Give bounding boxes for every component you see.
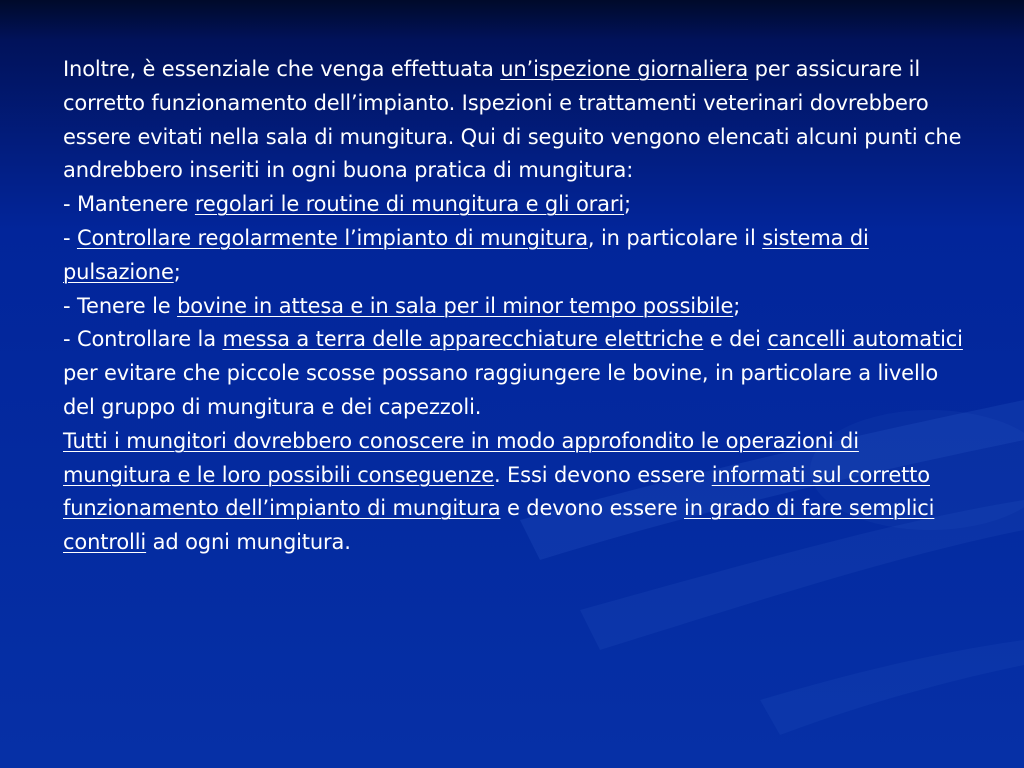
closing-underlined-2: informati sul corretto funzionamento dell’impianto di mungitura bbox=[63, 462, 930, 521]
item1-text-1: - Mantenere bbox=[63, 192, 195, 217]
item3-text-2: ; bbox=[733, 293, 741, 318]
item2-underlined-1: Controllare regolarmente l’impianto di mungitura bbox=[76, 225, 588, 250]
item3-underlined: bovine in attesa e in sala per il minor tempo possibile bbox=[177, 293, 734, 318]
daily-inspection-text: un’ispezione giornaliera bbox=[500, 57, 749, 81]
list-item-routine bbox=[63, 188, 968, 222]
closing-text-2: e devono essere bbox=[500, 496, 685, 521]
intro-text-1: Inoltre, è essenziale che venga effettuata bbox=[63, 57, 501, 81]
closing-underlined-1: Tutti i mungitori dovrebbero conoscere in modo approfondito le operazioni di mungitura e le loro possibili conseguenze bbox=[63, 428, 859, 487]
item2-underlined-2: sistema di pulsazione bbox=[63, 225, 869, 284]
item2-text-2: , in particolare il bbox=[587, 225, 763, 250]
content-text bbox=[63, 53, 968, 560]
item4-text-2: e dei bbox=[703, 327, 768, 352]
closing-text-1: . Essi devono essere bbox=[494, 462, 712, 487]
item3-text-1: - Tenere le bbox=[63, 293, 178, 318]
item1-underlined: regolari le routine di mungitura e gli orari bbox=[194, 192, 625, 217]
item2-text-1: - bbox=[63, 225, 77, 250]
closing-paragraph bbox=[63, 425, 968, 560]
list-item-waiting-time bbox=[63, 290, 968, 324]
intro-paragraph bbox=[63, 53, 968, 188]
item4-underlined-2: cancelli automatici bbox=[767, 327, 963, 352]
item2-text-3: ; bbox=[173, 259, 181, 284]
closing-underlined-3: in grado di fare semplici controlli bbox=[63, 496, 935, 555]
item4-text-1: - Controllare la bbox=[63, 327, 223, 352]
item4-underlined-1: messa a terra delle apparecchiature elettriche bbox=[222, 327, 704, 352]
item1-text-2: ; bbox=[624, 192, 631, 217]
list-item-check-system bbox=[63, 222, 968, 290]
swoosh-band-3 bbox=[760, 640, 1024, 735]
closing-text-3: ad ogni mungitura. bbox=[146, 530, 351, 555]
list-item-grounding bbox=[63, 323, 968, 424]
intro-text-2: per assicurare il corretto funzionamento dell’impianto. Ispezioni e trattamenti veterinari dovrebbero essere evitati nella sala di mungitura. Qui di seguito vengono elencati alcuni punti che andrebbero inseriti in ogni buona pratica di mungitura: bbox=[63, 57, 962, 183]
item4-text-3: per evitare che piccole scosse possano raggiungere le bovine, in particolare a livello del gruppo di mungitura e dei capezzoli. bbox=[63, 361, 939, 419]
